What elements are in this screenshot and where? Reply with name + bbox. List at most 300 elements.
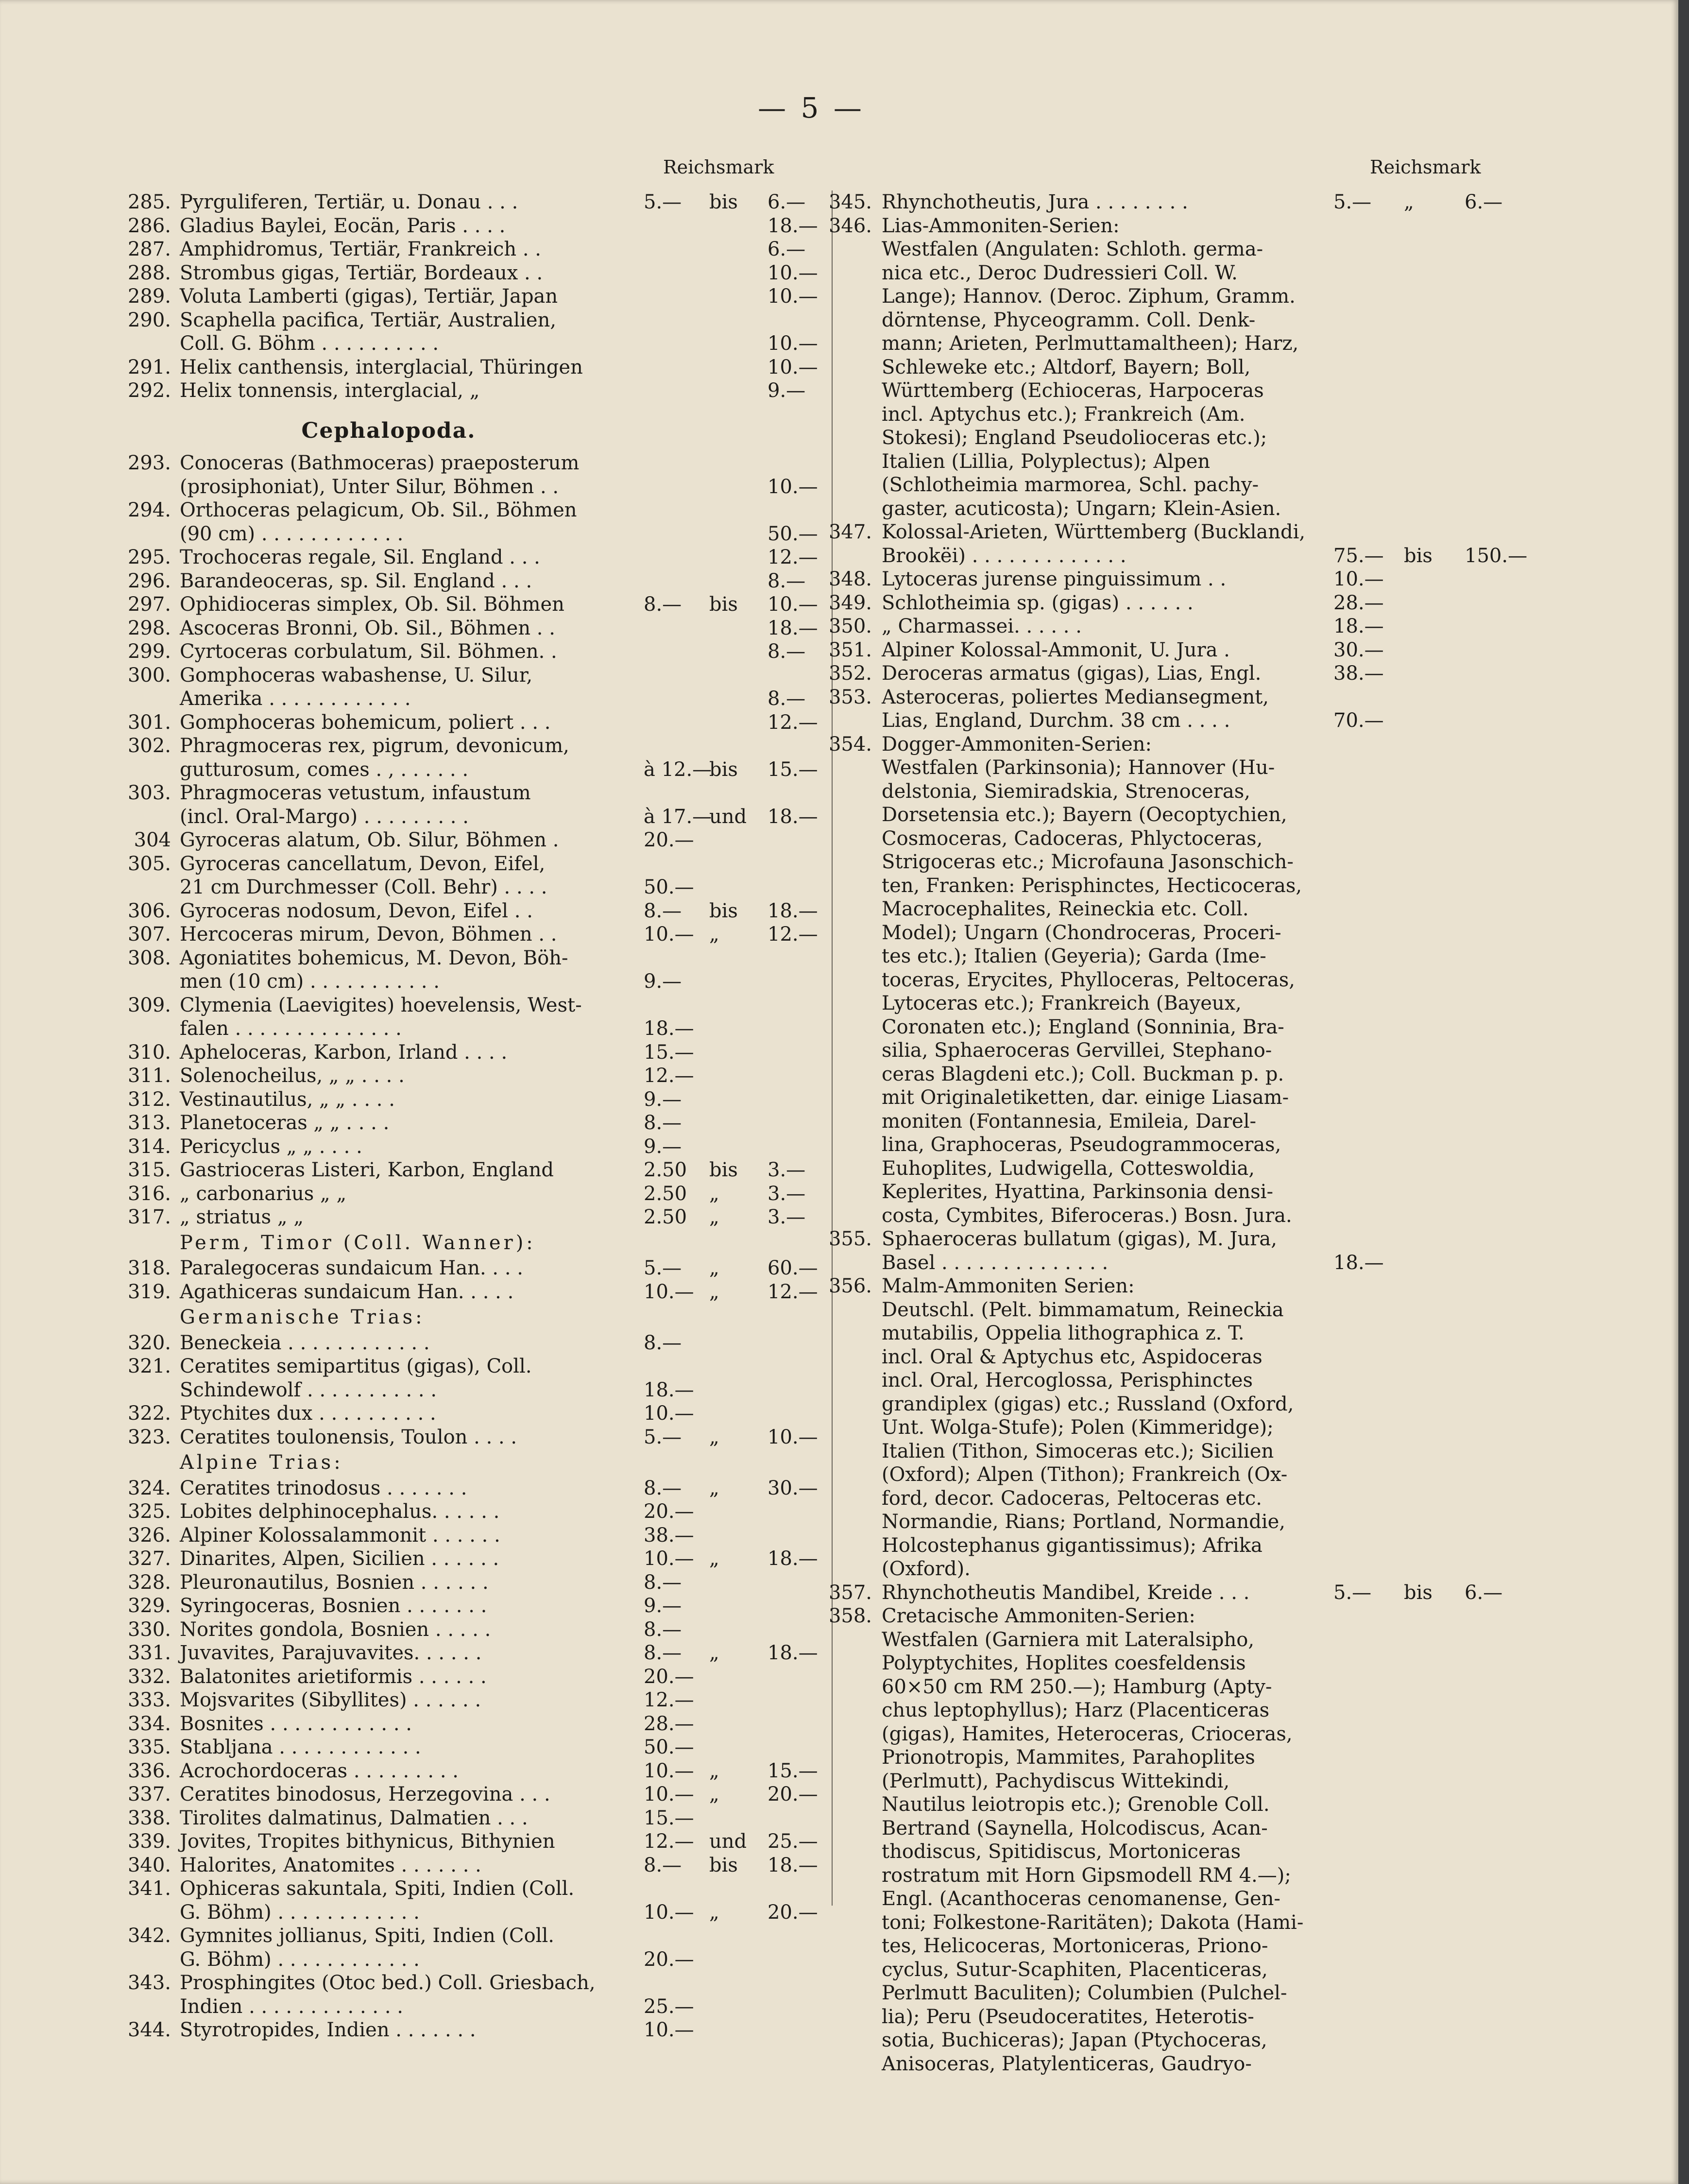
price-connector: „ (709, 1901, 719, 1924)
price-to: 30.— (768, 1477, 818, 1499)
price-to: 18.— (768, 1854, 818, 1876)
entry-number: 353. (828, 686, 872, 708)
entry-description: Gastrioceras Listeri, Karbon, England (180, 1159, 554, 1181)
price-to: 12.— (768, 711, 818, 734)
price-connector: „ (709, 1642, 719, 1664)
price-connector: bis (1404, 544, 1433, 567)
price-from: 38.— (644, 1524, 694, 1547)
catalog-entry (127, 1111, 836, 1135)
catalog-entry (127, 1500, 836, 1524)
catalog-entry (127, 1041, 836, 1065)
entry-description: Ceratites semipartitus (gigas), Coll. Schindewolf . . . . . . . . . . . (180, 1355, 532, 1401)
entry-description: Barandeoceras, sp. Sil. England . . . (180, 569, 532, 592)
entry-description: Beneckeia . . . . . . . . . . . . (180, 1331, 430, 1354)
entry-description: Malm-Ammoniten Serien: Deutschl. (Pelt. bimmamatum, Reineckia mutabilis, Oppelia lithographica z. T. incl. Oral & Aptychus etc, Aspidoceras incl. Oral, Hercoglossa, Perisphinctes grandiplex (gigas) etc.; Russland (Oxford, Unt. Wolga-Stufe); Polen (Kimmeridge); Italien (Tithon, Simoceras etc.); Sicilien (Oxford); Alpen (Tithon); Frankreich (Ox- ford, decor. Cadoceras, Peltoceras etc. Normandie, Rians; Portland, Normandie, Holcostephanus gigantissimus); Afrika (Oxford). (882, 1275, 1294, 1580)
entry-description: Agathiceras sundaicum Han. . . . . (180, 1280, 514, 1303)
currency-header-left: Reichsmark (663, 156, 774, 178)
catalog-entry (828, 190, 1518, 214)
price-from: 20.— (644, 1665, 694, 1688)
entry-description: Asteroceras, poliertes Mediansegment, Lias, England, Durchm. 38 cm . . . . (882, 686, 1269, 732)
entry-number: 335. (127, 1736, 171, 1758)
entry-number: 325. (127, 1500, 171, 1523)
price-connector: „ (709, 1182, 719, 1205)
catalog-entry (127, 1806, 836, 1830)
price-connector: und (709, 805, 747, 828)
entry-description: Phragmoceras vetustum, infaustum (incl. Oral-Margo) . . . . . . . . . (180, 782, 531, 828)
entry-number: 338. (127, 1806, 171, 1829)
entry-number: 323. (127, 1426, 171, 1448)
catalog-entry (828, 1604, 1518, 2076)
catalog-entry (127, 1402, 836, 1426)
entry-number: 306. (127, 899, 171, 922)
price-from: 8.— (644, 1854, 682, 1876)
price-from: 5.— (644, 1426, 682, 1448)
entry-description: Orthoceras pelagicum, Ob. Sil., Böhmen (90 cm) . . . . . . . . . . . . (180, 499, 577, 545)
price-to: 18.— (768, 1548, 818, 1570)
entry-number: 310. (127, 1041, 171, 1064)
price-to: 18.— (768, 214, 818, 237)
price-from: 2.50 (644, 1159, 687, 1181)
entry-number: 336. (127, 1759, 171, 1782)
entry-number: 305. (127, 852, 171, 875)
catalog-entry (127, 261, 836, 285)
price-to: 10.— (768, 475, 818, 498)
price-connector: und (709, 1830, 747, 1853)
entry-number: 318. (127, 1257, 171, 1279)
entry-description: Gomphoceras wabashense, U. Silur, Amerika . . . . . . . . . . . . (180, 664, 533, 710)
entry-number: 287. (127, 238, 171, 260)
catalog-entry (127, 711, 836, 735)
price-connector: „ (709, 1426, 719, 1448)
price-from: 10.— (644, 1783, 694, 1806)
subsection-heading: Germanische Trias: (180, 1306, 425, 1328)
catalog-entry (127, 1355, 836, 1402)
price-from: 75.— (1333, 544, 1384, 567)
entry-number: 356. (828, 1275, 872, 1297)
price-from: 20.— (644, 1500, 694, 1523)
catalog-entry (127, 2018, 836, 2042)
entry-number: 357. (828, 1581, 872, 1604)
price-from: 38.— (1333, 662, 1384, 685)
catalog-entry (127, 1924, 836, 1971)
entry-description: Schlotheimia sp. (gigas) . . . . . . (882, 591, 1194, 614)
price-to: 10.— (768, 285, 818, 308)
price-to: 150.— (1465, 544, 1528, 567)
entry-number: 326. (127, 1524, 171, 1547)
price-connector: bis (709, 758, 738, 781)
entry-description: Dogger-Ammoniten-Serien: Westfalen (Parkinsonia); Hannover (Hu- delstonia, Siemiradskia, Strenoceras, Dorsetensia etc.); Bayern (Oecoptychien, Cosmoceras, Cadoceras, Phlyctoceras, Strigoceras etc.; Microfauna Jasonschich- ten, Franken: Perisphinctes, Hecticoceras, Macrocephalites, Reineckia etc. Coll. Model); Ungarn (Chondroceras, Proceri- tes etc.); Italien (Geyeria); Garda (Ime- toceras, Erycites, Phylloceras, Peltoceras, Lytoceras etc.); Frankreich (Bayeux, Coronaten etc.); England (Sonninia, Bra- silia, Sphaeroceras Gervillei, Stephano- ceras Blagdeni etc.); Coll. Buckman p. p. mit Originaletiketten, dar. einige Liasam- moniten (Fontannesia, Emileia, Darel- lina, Graphoceras, Pseudogrammoceras, Euhoplites, Ludwigella, Cotteswoldia, Keplerites, Hyattina, Parkinsonia densi- costa, Cymbites, Biferoceras.) Bosn. Jura. (882, 733, 1302, 1227)
catalog-entry (127, 1688, 836, 1712)
entry-description: Ophidioceras simplex, Ob. Sil. Böhmen (180, 593, 564, 616)
entry-description: Alpiner Kolossal-Ammonit, U. Jura . (882, 638, 1230, 661)
entry-number: 350. (828, 615, 872, 637)
price-from: 8.— (644, 1642, 682, 1664)
catalog-entry (127, 1158, 836, 1182)
price-to: 10.— (768, 261, 818, 284)
price-from: 2.50 (644, 1182, 687, 1205)
price-to: 18.— (768, 617, 818, 639)
entry-description: Dinarites, Alpen, Sicilien . . . . . . (180, 1548, 499, 1570)
price-from: 10.— (644, 1759, 694, 1782)
catalog-entry (127, 546, 836, 569)
entry-description: Ceratites toulonensis, Toulon . . . . (180, 1426, 517, 1448)
price-to: 12.— (768, 1280, 818, 1303)
entry-number: 286. (127, 214, 171, 237)
entry-number: 343. (127, 1972, 171, 1994)
price-to: 10.— (768, 332, 818, 355)
price-from: 15.— (644, 1806, 694, 1829)
entry-description: Balatonites arietiformis . . . . . . (180, 1665, 487, 1688)
entry-description: Planetoceras „ „ . . . . (180, 1112, 390, 1134)
entry-description: Apheloceras, Karbon, Irland . . . . (180, 1041, 508, 1064)
entry-number: 342. (127, 1925, 171, 1947)
catalog-entry (127, 1205, 836, 1229)
entry-description: „ Charmassei. . . . . . (882, 615, 1082, 637)
entry-description: Styrotropides, Indien . . . . . . . (180, 2019, 476, 2041)
price-to: 10.— (768, 1426, 818, 1448)
entry-number: 328. (127, 1571, 171, 1594)
catalog-entry (127, 1064, 836, 1088)
price-to: 3.— (768, 1159, 806, 1181)
entry-description: Gomphoceras bohemicum, poliert . . . (180, 711, 551, 734)
entry-description: Ophiceras sakuntala, Spiti, Indien (Coll. G. Böhm) . . . . . . . . . . . . (180, 1877, 575, 1924)
entry-number: 316. (127, 1182, 171, 1205)
price-from: à 17.— (644, 805, 712, 828)
entry-number: 303. (127, 782, 171, 804)
price-connector: „ (1404, 191, 1414, 213)
entry-description: Pericyclus „ „ . . . . (180, 1135, 362, 1158)
catalog-entry (127, 1712, 836, 1736)
catalog-entry (127, 852, 836, 899)
price-to: 3.— (768, 1206, 806, 1228)
catalog-entry (828, 662, 1518, 686)
price-from: 25.— (644, 1995, 694, 2018)
entry-number: 349. (828, 591, 872, 614)
price-from: 15.— (644, 1041, 694, 1064)
price-from: 9.— (644, 1135, 682, 1158)
catalog-entry (127, 1759, 836, 1783)
entry-description: Cyrtoceras corbulatum, Sil. Böhmen. . (180, 640, 557, 663)
entry-number: 299. (127, 640, 171, 663)
catalog-entry (127, 285, 836, 309)
price-from: 18.— (1333, 615, 1384, 637)
entry-number: 321. (127, 1355, 171, 1377)
entry-number: 302. (127, 735, 171, 757)
catalog-entry (828, 1274, 1518, 1581)
entry-number: 309. (127, 994, 171, 1016)
price-to: 10.— (768, 356, 818, 378)
catalog-entry (127, 1783, 836, 1806)
price-to: 12.— (768, 923, 818, 946)
right-column (828, 190, 1528, 2076)
scan-edge (1678, 0, 1689, 2184)
entry-number: 333. (127, 1689, 171, 1711)
currency-header-right: Reichsmark (1370, 156, 1481, 178)
price-connector: bis (1404, 1581, 1433, 1604)
price-from: 10.— (1333, 568, 1384, 590)
catalog-entry (127, 1641, 836, 1665)
price-from: 10.— (644, 923, 694, 946)
price-from: 5.— (1333, 1581, 1372, 1604)
catalog-entry (828, 733, 1518, 1228)
entry-number: 300. (127, 664, 171, 687)
entry-description: „ striatus „ „ (180, 1206, 304, 1228)
price-connector: „ (709, 1477, 719, 1499)
entry-description: Mojsvarites (Sibyllites) . . . . . . (180, 1689, 481, 1711)
entry-number: 339. (127, 1830, 171, 1853)
subsection-heading: Alpine Trias: (180, 1451, 343, 1474)
price-from: 20.— (644, 1948, 694, 1971)
price-from: 10.— (644, 1901, 694, 1924)
catalog-entry (828, 1227, 1518, 1274)
catalog-entry (127, 1547, 836, 1571)
entry-description: Sphaeroceras bullatum (gigas), M. Jura, Basel . . . . . . . . . . . . . . (882, 1228, 1277, 1274)
entry-number: 327. (127, 1548, 171, 1570)
entry-number: 314. (127, 1135, 171, 1158)
price-from: 8.— (644, 1331, 682, 1354)
catalog-entry (127, 1426, 836, 1449)
price-from: 8.— (644, 1571, 682, 1594)
entry-description: Rhynchotheutis Mandibel, Kreide . . . (882, 1581, 1250, 1604)
entry-description: Acrochordoceras . . . . . . . . . (180, 1759, 459, 1782)
price-to: 8.— (768, 688, 806, 710)
catalog-entry (127, 1854, 836, 1877)
entry-description: Vestinautilus, „ „ . . . . (180, 1088, 395, 1111)
entry-description: Phragmoceras rex, pigrum, devonicum, gutturosum, comes . , . . . . . . (180, 735, 569, 781)
catalog-entry (127, 1971, 836, 2018)
entry-number: 313. (127, 1112, 171, 1134)
price-to: 6.— (768, 191, 806, 213)
entry-description: Stabljana . . . . . . . . . . . . (180, 1736, 421, 1758)
catalog-entry (127, 1135, 836, 1159)
entry-number: 312. (127, 1088, 171, 1111)
entry-number: 331. (127, 1642, 171, 1664)
price-from: 18.— (1333, 1251, 1384, 1274)
price-connector: „ (709, 1257, 719, 1279)
price-to: 15.— (768, 1759, 818, 1782)
entry-description: Halorites, Anatomites . . . . . . . (180, 1854, 481, 1876)
left-column (127, 190, 836, 2042)
entry-number: 304 (134, 829, 171, 851)
catalog-entry (127, 238, 836, 261)
catalog-entry (127, 1088, 836, 1112)
price-to: 25.— (768, 1830, 818, 1853)
price-connector: bis (709, 1159, 738, 1181)
price-connector: bis (709, 191, 738, 213)
catalog-entry (134, 828, 836, 852)
catalog-entry (828, 214, 1518, 521)
section-heading: Cephalopoda. (301, 418, 476, 443)
entry-description: Lobites delphinocephalus. . . . . . (180, 1500, 500, 1523)
price-from: à 12.— (644, 758, 712, 781)
entry-description: Solenocheilus, „ „ . . . . (180, 1065, 405, 1087)
entry-number: 294. (127, 499, 171, 521)
subsection-heading: Perm, Timor (Coll. Wanner): (180, 1231, 536, 1254)
price-to: 6.— (1465, 191, 1503, 213)
entry-number: 358. (828, 1605, 872, 1627)
entry-number: 352. (828, 662, 872, 685)
entry-number: 329. (127, 1595, 171, 1617)
entry-number: 298. (127, 617, 171, 639)
entry-number: 291. (127, 356, 171, 378)
price-to: 18.— (768, 1642, 818, 1664)
price-to: 20.— (768, 1901, 818, 1924)
price-from: 8.— (644, 899, 682, 922)
entry-description: Alpiner Kolossalammonit . . . . . . (180, 1524, 500, 1547)
price-from: 8.— (644, 1477, 682, 1499)
entry-number: 308. (127, 946, 171, 969)
catalog-entry (828, 615, 1518, 638)
catalog-entry (828, 567, 1518, 591)
entry-description: Gladius Baylei, Eocän, Paris . . . . (180, 214, 506, 237)
entry-description: Gyroceras cancellatum, Devon, Eifel, 21 cm Durchmesser (Coll. Behr) . . . . (180, 852, 547, 898)
entry-number: 344. (127, 2019, 171, 2041)
entry-description: Lias-Ammoniten-Serien: Westfalen (Angulaten: Schloth. germa- nica etc., Deroc Dudressieri Coll. W. Lange); Hannov. (Deroc. Ziphum, Gramm. dörntense, Phyceogramm. Coll. Denk- mann; Arieten, Perlmuttamaltheen); Harz, Schleweke etc.; Altdorf, Bayern; Boll, Württemberg (Echioceras, Harpoceras incl. Aptychus etc.); Frankreich (Am. Stokesi); England Pseudolioceras etc.); Italien (Lillia, Polyplectus); Alpen (Schlotheimia marmorea, Schl. pachy- gaster, acuticosta); Ungarn; Klein-Asien. (882, 214, 1299, 520)
price-from: 12.— (644, 1830, 694, 1853)
entry-number: 334. (127, 1712, 171, 1735)
entry-number: 289. (127, 285, 171, 308)
entry-number: 355. (828, 1228, 872, 1250)
catalog-entry (127, 1877, 836, 1924)
entry-description: Juvavites, Parajuvavites. . . . . . (180, 1642, 482, 1664)
entry-number: 319. (127, 1280, 171, 1303)
catalog-entry (127, 1830, 836, 1854)
entry-description: Hercoceras mirum, Devon, Böhmen . . (180, 923, 557, 946)
entry-number: 332. (127, 1665, 171, 1688)
entry-description: Gymnites jollianus, Spiti, Indien (Coll. G. Böhm) . . . . . . . . . . . . (180, 1925, 555, 1971)
entry-number: 293. (127, 452, 171, 474)
price-from: 10.— (644, 1548, 694, 1570)
price-from: 12.— (644, 1065, 694, 1087)
price-to: 18.— (768, 899, 818, 922)
entry-description: Deroceras armatus (gigas), Lias, Engl. (882, 662, 1262, 685)
entry-description: Pleuronautilus, Bosnien . . . . . . (180, 1571, 489, 1594)
price-from: 10.— (644, 1402, 694, 1425)
price-from: 18.— (644, 1017, 694, 1040)
entry-number: 348. (828, 568, 872, 590)
entry-description: Clymenia (Laevigites) hoevelensis, West- falen . . . . . . . . . . . . . . (180, 994, 582, 1040)
price-from: 12.— (644, 1689, 694, 1711)
catalog-entry (127, 946, 836, 994)
entry-number: 337. (127, 1783, 171, 1806)
entry-description: Lytoceras jurense pinguissimum . . (882, 568, 1227, 590)
page-number: — 5 — (758, 91, 865, 124)
entry-number: 340. (127, 1854, 171, 1876)
entry-description: Kolossal-Arieten, Württemberg (Bucklandi, Brookëi) . . . . . . . . . . . . . (882, 521, 1306, 567)
catalog-entry (828, 1581, 1518, 1605)
price-from: 18.— (644, 1378, 694, 1401)
entry-number: 292. (127, 379, 171, 402)
entry-description: Ceratites binodosus, Herzegovina . . . (180, 1783, 550, 1806)
price-connector: „ (709, 923, 719, 946)
price-from: 30.— (1333, 638, 1384, 661)
entry-number: 297. (127, 593, 171, 616)
entry-description: Conoceras (Bathmoceras) praeposterum (prosiphoniat), Unter Silur, Böhmen . . (180, 452, 580, 498)
entry-number: 301. (127, 711, 171, 734)
catalog-entry (828, 591, 1518, 615)
catalog-entry (127, 1736, 836, 1759)
catalog-entry (828, 520, 1528, 567)
entry-number: 288. (127, 261, 171, 284)
entry-description: Paralegoceras sundaicum Han. . . . (180, 1257, 523, 1279)
entry-number: 295. (127, 546, 171, 568)
price-from: 2.50 (644, 1206, 687, 1228)
catalog-entry (127, 451, 836, 499)
price-to: 18.— (768, 805, 818, 828)
price-from: 9.— (644, 1088, 682, 1111)
price-from: 5.— (1333, 191, 1372, 213)
price-from: 50.— (644, 876, 694, 898)
entry-description: Rhynchotheutis, Jura . . . . . . . . (882, 191, 1188, 213)
catalog-entry (127, 1665, 836, 1689)
entry-number: 315. (127, 1159, 171, 1181)
price-from: 28.— (1333, 591, 1384, 614)
entry-description: Syringoceras, Bosnien . . . . . . . (180, 1595, 487, 1617)
price-to: 12.— (768, 546, 818, 568)
entry-number: 330. (127, 1618, 171, 1641)
entry-number: 324. (127, 1477, 171, 1499)
price-connector: „ (709, 1206, 719, 1228)
catalog-entry (127, 923, 836, 946)
entry-number: 290. (127, 309, 171, 331)
price-to: 8.— (768, 640, 806, 663)
price-connector: „ (709, 1548, 719, 1570)
catalog-entry (127, 379, 836, 403)
entry-number: 346. (828, 214, 872, 237)
price-from: 8.— (644, 1618, 682, 1641)
entry-description: Helix tonnensis, interglacial, „ (180, 379, 480, 402)
entry-number: 296. (127, 569, 171, 592)
entry-number: 322. (127, 1402, 171, 1425)
entry-number: 345. (828, 191, 872, 213)
price-to: 3.— (768, 1182, 806, 1205)
entry-number: 307. (127, 923, 171, 946)
entry-description: Pyrguliferen, Tertiär, u. Donau . . . (180, 191, 518, 213)
price-to: 6.— (1465, 1581, 1503, 1604)
entry-description: Norites gondola, Bosnien . . . . . (180, 1618, 491, 1641)
price-from: 9.— (644, 970, 682, 993)
catalog-entry (127, 781, 836, 828)
price-to: 6.— (768, 238, 806, 260)
entry-number: 317. (127, 1206, 171, 1228)
price-from: 10.— (644, 1280, 694, 1303)
price-connector: „ (709, 1783, 719, 1806)
entry-description: Strombus gigas, Tertiär, Bordeaux . . (180, 261, 543, 284)
catalog-entry (127, 1182, 836, 1206)
price-connector: bis (709, 899, 738, 922)
entry-description: Trochoceras regale, Sil. England . . . (180, 546, 540, 568)
price-from: 10.— (644, 2019, 694, 2041)
entry-number: 320. (127, 1331, 171, 1354)
catalog-entry (127, 356, 836, 379)
entry-number: 285. (127, 191, 171, 213)
entry-number: 347. (828, 521, 872, 543)
entry-number: 354. (828, 733, 872, 756)
entry-number: 351. (828, 638, 872, 661)
entry-description: Helix canthensis, interglacial, Thüringen (180, 356, 583, 378)
catalog-entry (828, 638, 1518, 662)
price-connector: „ (709, 1280, 719, 1303)
price-to: 9.— (768, 379, 806, 402)
price-connector: „ (709, 1759, 719, 1782)
catalog-entry (127, 1477, 836, 1500)
entry-description: Scaphella pacifica, Tertiär, Australien, Coll. G. Böhm . . . . . . . . . . (180, 309, 557, 355)
price-to: 50.— (768, 522, 818, 545)
price-to: 20.— (768, 1783, 818, 1806)
entry-description: Tirolites dalmatinus, Dalmatien . . . (180, 1806, 528, 1829)
entry-description: Ascoceras Bronni, Ob. Sil., Böhmen . . (180, 617, 555, 639)
price-from: 50.— (644, 1736, 694, 1758)
